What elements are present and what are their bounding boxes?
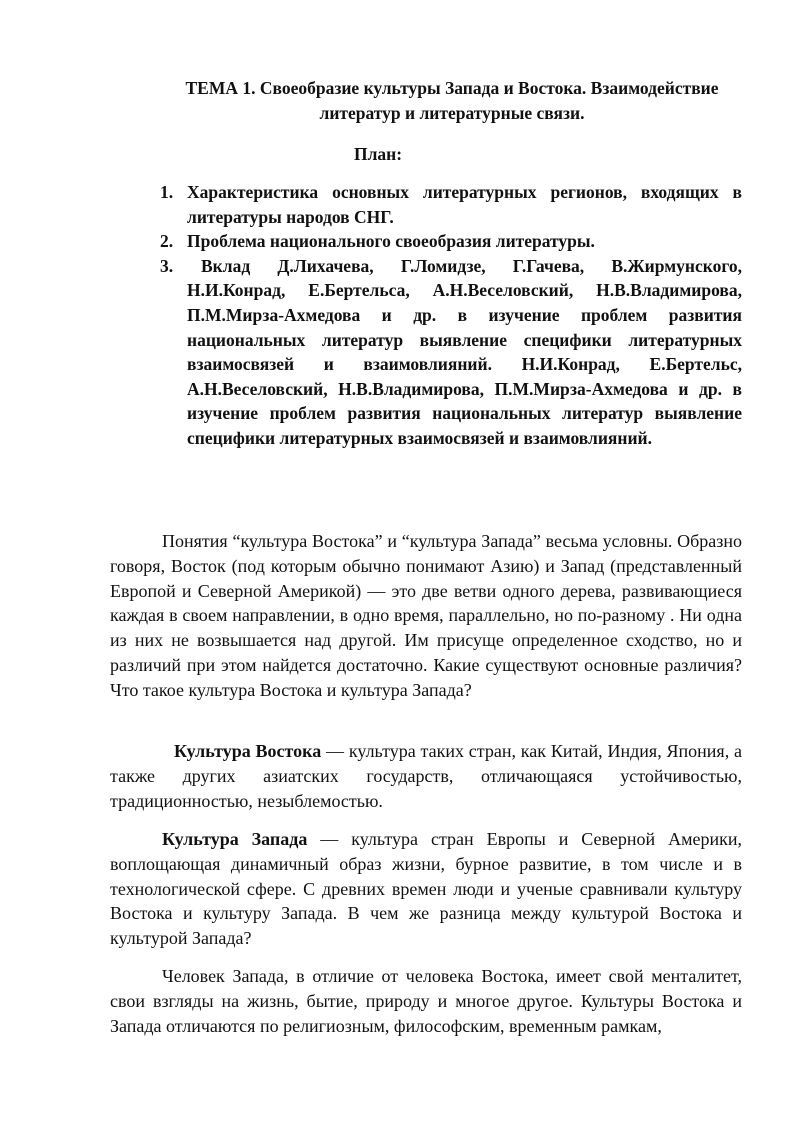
term-west-culture: Культура Запада	[162, 829, 308, 849]
plan-item-text: Характеристика основных литературных регионов, входящих в литературы народов СНГ.	[187, 182, 742, 227]
plan-heading: План:	[353, 144, 403, 164]
paragraph-text: — культура стран Европы и Северной Америки, воплощающая динамичный образ жизни, бурное развитие, в том числе и в технологической сфере. С древних времен люди и ученые сравнивали культуру Востока и культуру Запада. В чем же разница между культурой Востока и культурой Запада?	[110, 829, 742, 949]
paragraph-text: Понятия “культура Востока” и “культура Запада” весьма условны. Образно говоря, Восток (под которым обычно понимают Азию) и Запад (представленный Европой и Северной Америкой) — это две ветви одного дерева, развивающиеся каждая в своем направлении, в одно время, параллельно, но по-разному . Ни одна из них не возвышается над другой. Им присуще определенное сходство, но и различий при этом найдется достаточно. Какие существуют основные различия? Что такое культура Востока и культура Запада?	[110, 531, 742, 700]
plan-item-number: 2.	[160, 231, 174, 252]
paragraph-west-culture	[110, 827, 742, 951]
document-title: ТЕМА 1. Своеобразие культуры Запада и Востока. Взаимодействие литератур и литературные связи.	[185, 78, 719, 123]
plan-item	[160, 254, 742, 451]
plan-item-number: 3.	[160, 255, 174, 276]
paragraph-text: Человек Запада, в отличие от человека Востока, имеет свой менталитет, свои взгляды на жизнь, бытие, природу и многое другое. Культуры Востока и Запада отличаются по религиозным, философским, временным рамкам,	[110, 966, 742, 1036]
plan-item-text: Проблема национального своеобразия литературы.	[187, 231, 595, 252]
paragraph-text: — культура таких стран, как Китай, Индия, Япония, а также других азиатских государств, отличающаяся устойчивостью, традиционностью, незыблемостью.	[110, 741, 743, 811]
plan-item	[160, 229, 742, 254]
term-east-culture: Культура Востока	[174, 741, 322, 761]
paragraph-east-culture	[110, 739, 742, 813]
plan-item	[160, 180, 742, 229]
paragraph-comparison	[110, 964, 742, 1038]
plan-item-number: 1.	[160, 182, 174, 202]
paragraph-intro	[110, 529, 742, 703]
plan-item-text: Вклад Д.Лихачева, Г.Ломидзе, Г.Гачева, В.Жирмунского, Н.И.Конрад, Е.Бертельса, А.Н.Веселовский, Н.В.Владимирова, П.М.Мирза-Ахмедова и др. в изучение проблем развития национальных литератур выявление специфики литературных взаимосвязей и взаимовлияний. Н.И.Конрад, Е.Бертельс, А.Н.Веселовский, Н.В.Владимирова, П.М.Мирза-Ахмедова и др. в изучение проблем развития национальных литератур выявление специфики литературных взаимосвязей и взаимовлияний.	[187, 255, 742, 448]
plan-list	[160, 180, 742, 451]
